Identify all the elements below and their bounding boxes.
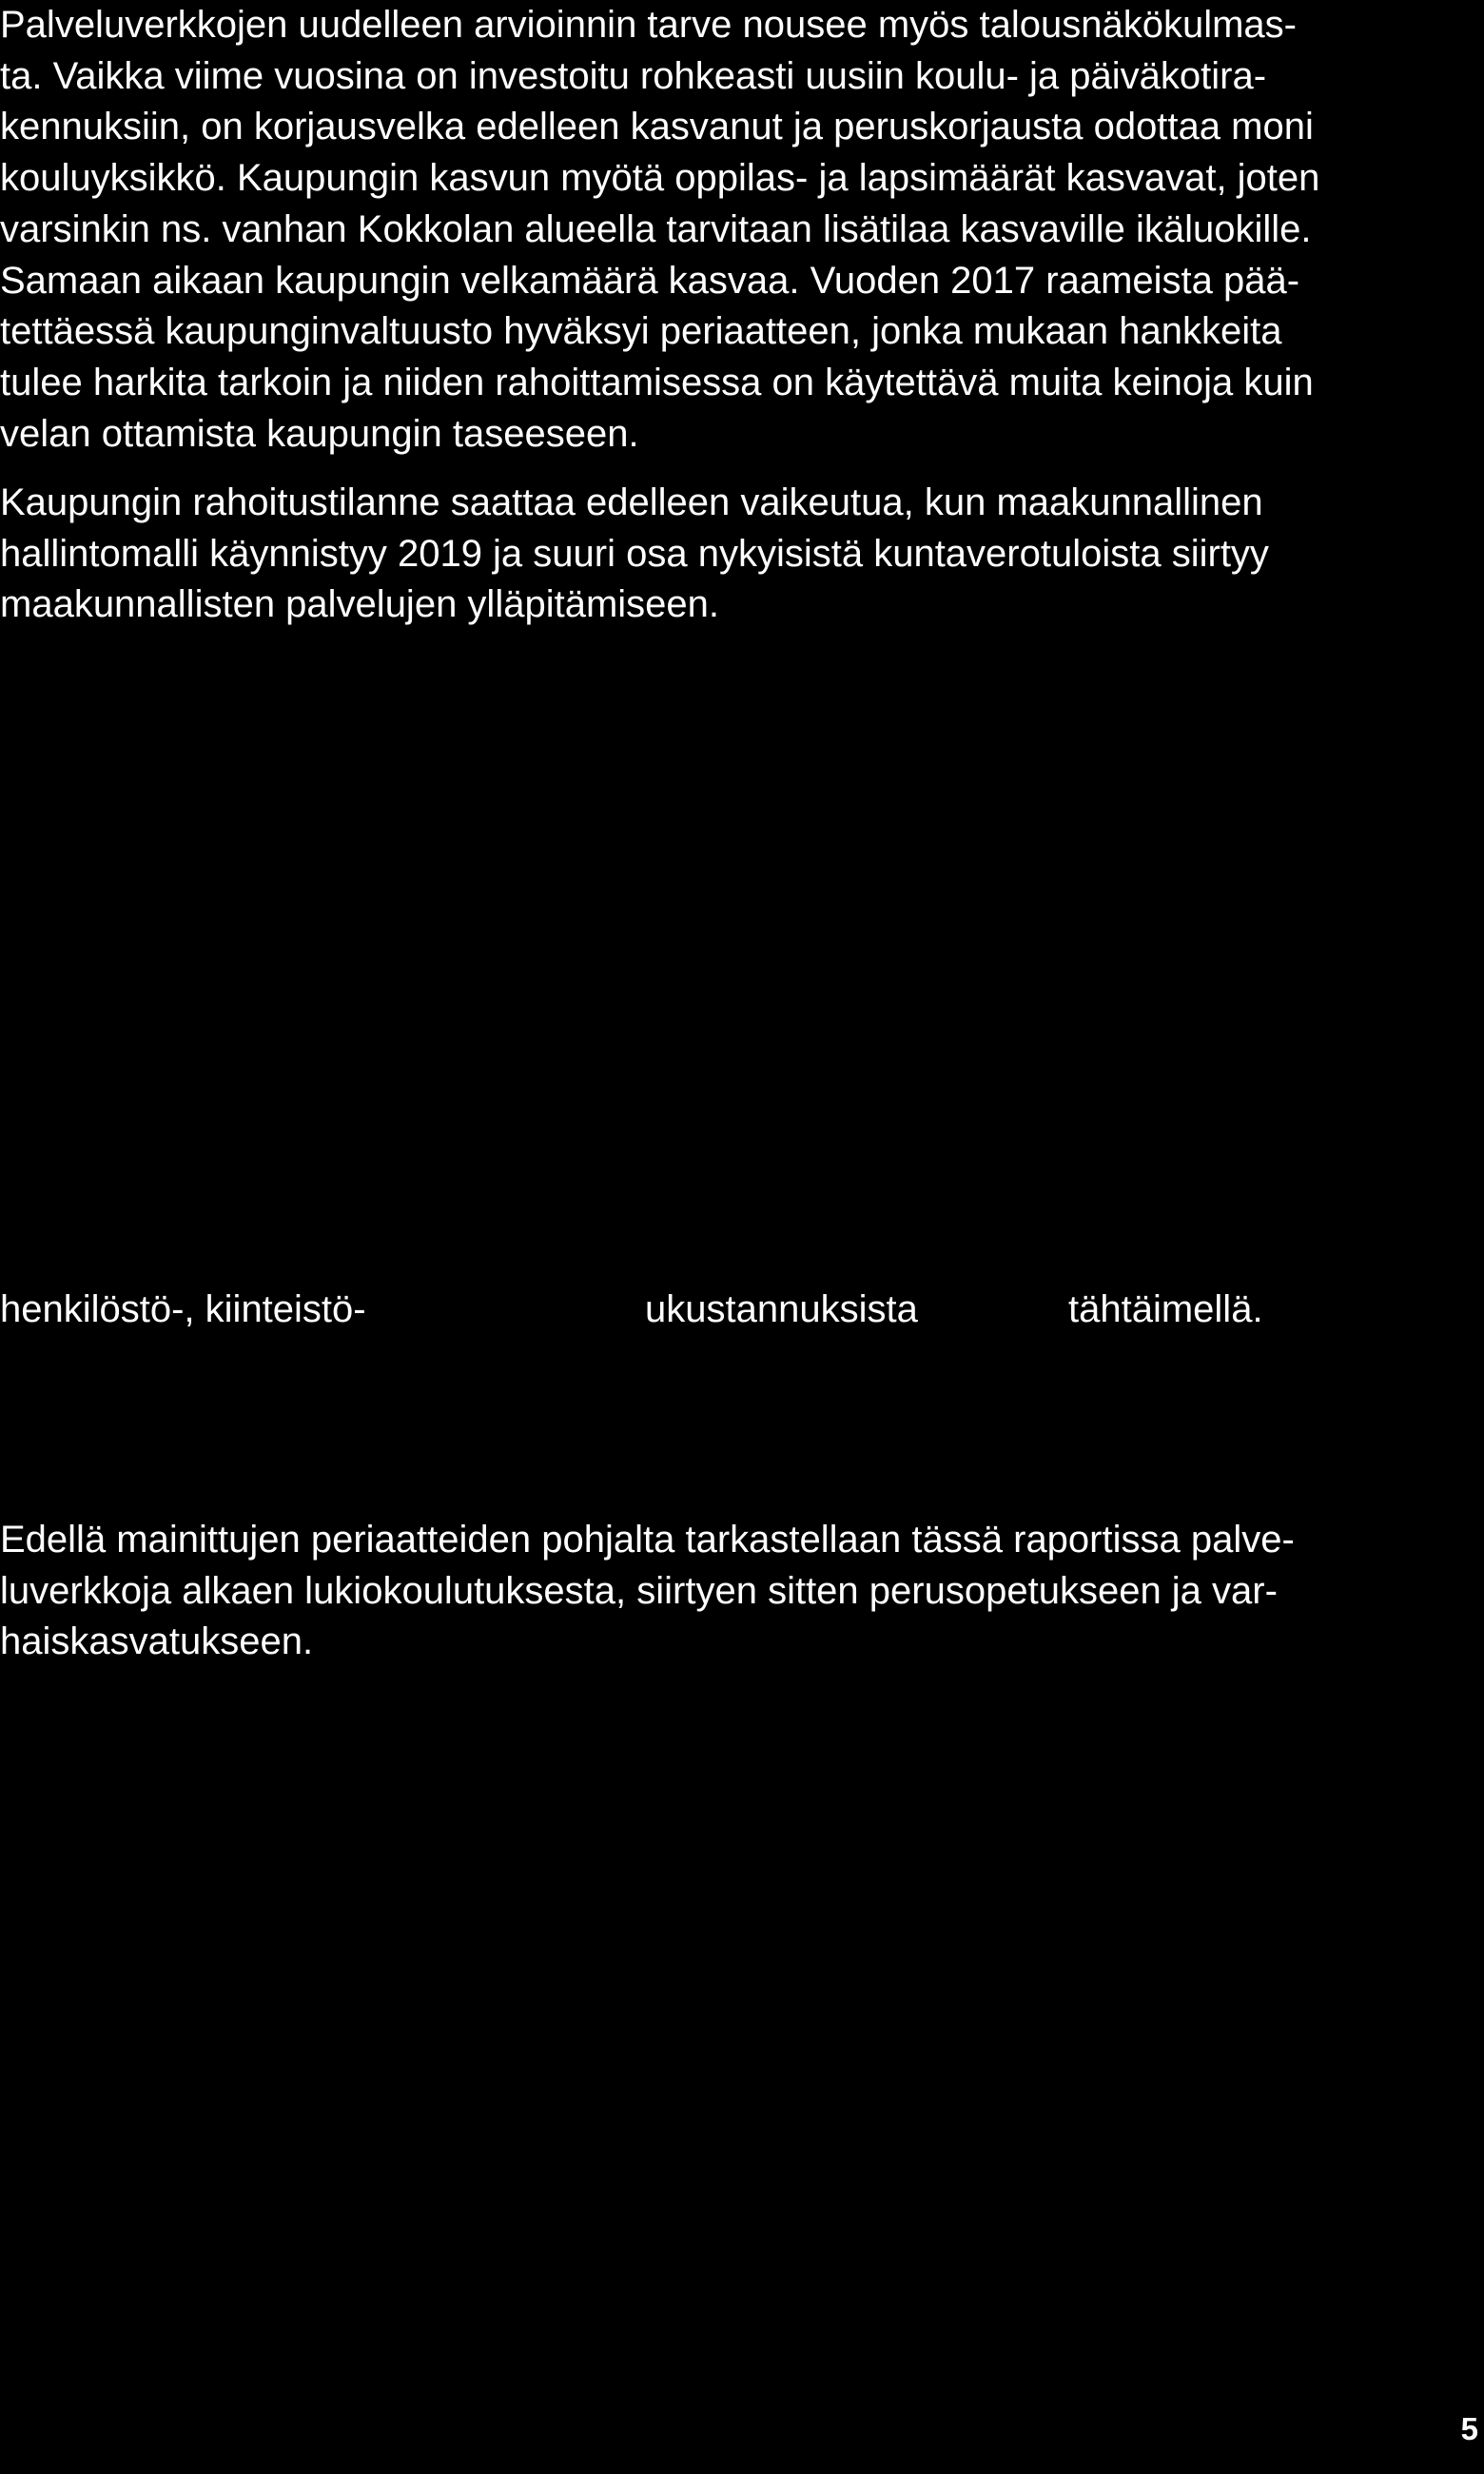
- text-line: Samaan aikaan kaupungin velkamäärä kasvaa. Vuoden 2017 raameista pää-: [0, 259, 1300, 302]
- text-line: velan ottamista kaupungin taseeseen.: [0, 412, 639, 455]
- text-line: Palveluverkkojen uudelleen arvioinnin tarve nousee myös talousnäkökulmas-: [0, 4, 1297, 46]
- text-fragment: henkilöstö-, kiinteistö-: [0, 1288, 366, 1330]
- text-line: tulee harkita tarkoin ja niiden rahoittamisessa on käytettävä muita keinoja kuin: [0, 361, 1314, 403]
- text-line: ta. Vaikka viime vuosina on investoitu rohkeasti uusiin koulu- ja päiväkotira-: [0, 54, 1267, 97]
- paragraph-financing-situation: [0, 478, 1269, 631]
- text-fragment: tähtäimellä.: [1068, 1288, 1263, 1330]
- text-line: kennuksiin, on korjausvelka edelleen kasvanut ja peruskorjausta odottaa moni: [0, 106, 1314, 148]
- paragraph-economic-perspective: [0, 0, 1319, 460]
- text-line: kouluyksikkö. Kaupungin kasvun myötä oppilas- ja lapsimäärät kasvavat, joten: [0, 157, 1320, 200]
- text-line: Edellä mainittujen periaatteiden pohjalta tarkastellaan tässä raportissa palve-: [0, 1519, 1295, 1561]
- text-line: varsinkin ns. vanhan Kokkolan alueella tarvitaan lisätilaa kasvaville ikäluokille.: [0, 207, 1312, 250]
- text-fragment: ukustannuksista: [645, 1288, 918, 1330]
- page-number: 5: [1460, 2411, 1478, 2446]
- text-line: hallintomalli käynnistyy 2019 ja suuri osa nykyisistä kuntaverotuloista siirtyy: [0, 532, 1269, 575]
- text-line: maakunnallisten palvelujen ylläpitämiseen.: [0, 583, 719, 626]
- text-line: luverkkoja alkaen lukiokoulutuksesta, siirtyen sitten perusopetukseen ja var-: [0, 1569, 1278, 1612]
- text-line: haiskasvatukseen.: [0, 1620, 314, 1663]
- text-line: Kaupungin rahoitustilanne saattaa edelleen vaikeutua, kun maakunnallinen: [0, 481, 1263, 523]
- text-line: tettäessä kaupunginvaltuusto hyväksyi periaatteen, jonka mukaan hankkeita: [0, 310, 1282, 353]
- paragraph-report-scope: [0, 1515, 1295, 1668]
